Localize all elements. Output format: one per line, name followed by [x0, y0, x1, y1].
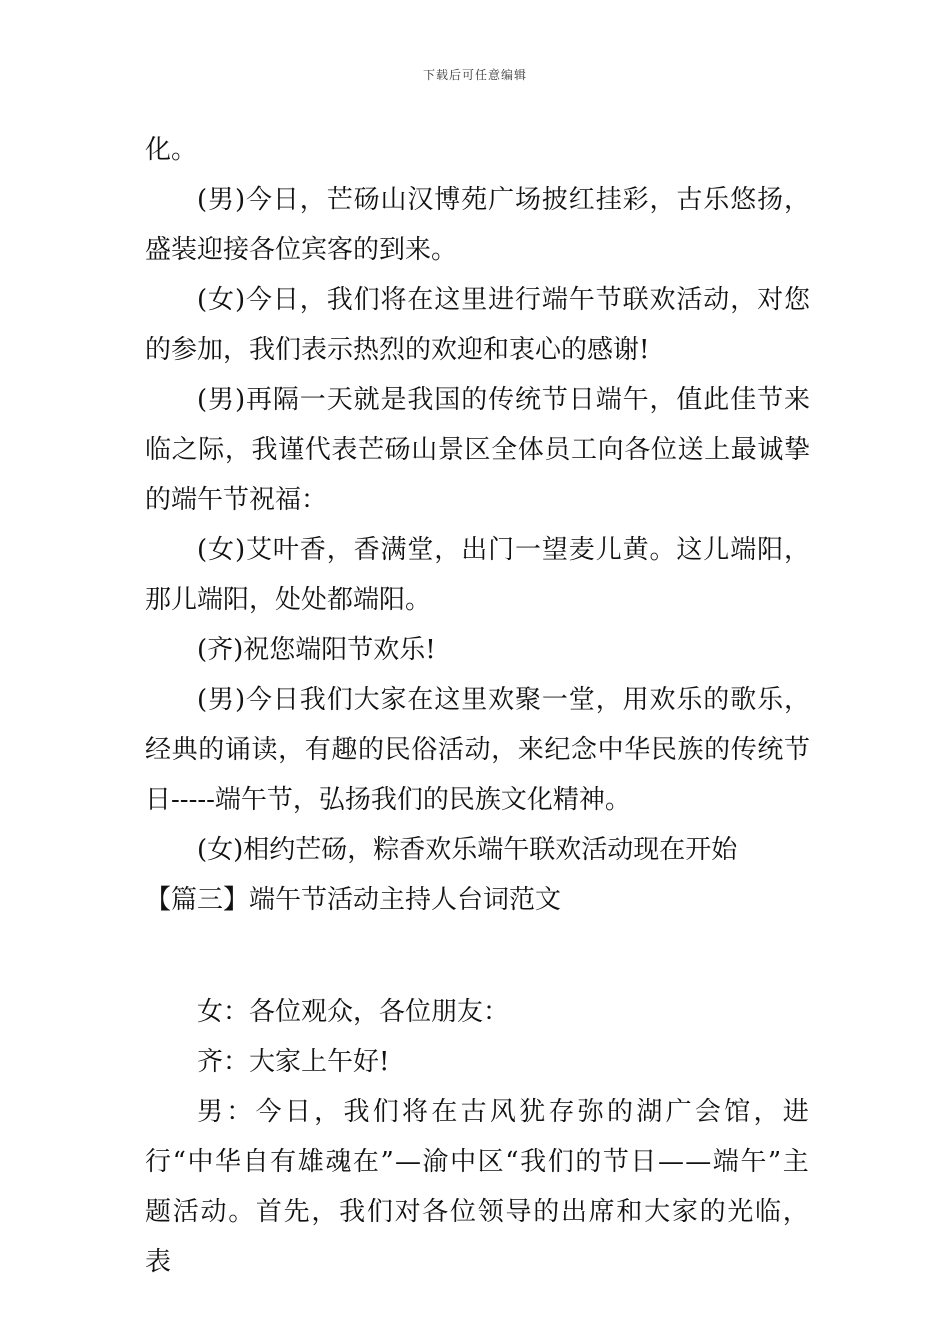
paragraph-female-opening: (女)相约芒砀，粽香欢乐端午联欢活动现在开始: [197, 835, 738, 865]
paragraph-together-morning: 齐：大家上午好!: [197, 1047, 390, 1077]
section-heading: 【篇三】端午节活动主持人台词范文: [145, 885, 562, 915]
paragraph-male-gathering: (男)今日我们大家在这里欢聚一堂，用欢乐的歌乐，经典的诵读，有趣的民俗活动，来纪念中华民族的传统节日-----端午节，弘扬我们的民族文化精神。: [145, 685, 810, 815]
paragraph-female-audience: 女：各位观众，各位朋友：: [197, 997, 510, 1027]
paragraph-female-welcome: (女)今日，我们将在这里进行端午节联欢活动，对您的参加，我们表示热烈的欢迎和衷心的感谢!: [145, 285, 810, 365]
paragraph-male-intro: 男：今日，我们将在古风犹存弥的湖广会馆，进行“中华自有雄魂在”—渝中区“我们的节日——端午”主题活动。首先，我们对各位领导的出席和大家的光临，表: [145, 1097, 810, 1277]
paragraph-together-wish: (齐)祝您端阳节欢乐!: [197, 635, 436, 665]
blank-line: [145, 925, 810, 987]
paragraph-female-verse: (女)艾叶香，香满堂，出门一望麦儿黄。这儿端阳，那儿端阳，处处都端阳。: [145, 535, 810, 615]
paragraph-male-greeting: (男)再隔一天就是我国的传统节日端午，值此佳节来临之际，我谨代表芒砀山景区全体员工向各位送上最诚挚的端午节祝福：: [145, 385, 810, 515]
paragraph-continuation: 化。: [145, 135, 198, 165]
page-header-note: 下载后可任意编辑: [422, 68, 527, 82]
document-body: [145, 125, 810, 1287]
paragraph-male-welcome: (男)今日，芒砀山汉博苑广场披红挂彩，古乐悠扬，盛装迎接各位宾客的到来。: [145, 185, 810, 265]
